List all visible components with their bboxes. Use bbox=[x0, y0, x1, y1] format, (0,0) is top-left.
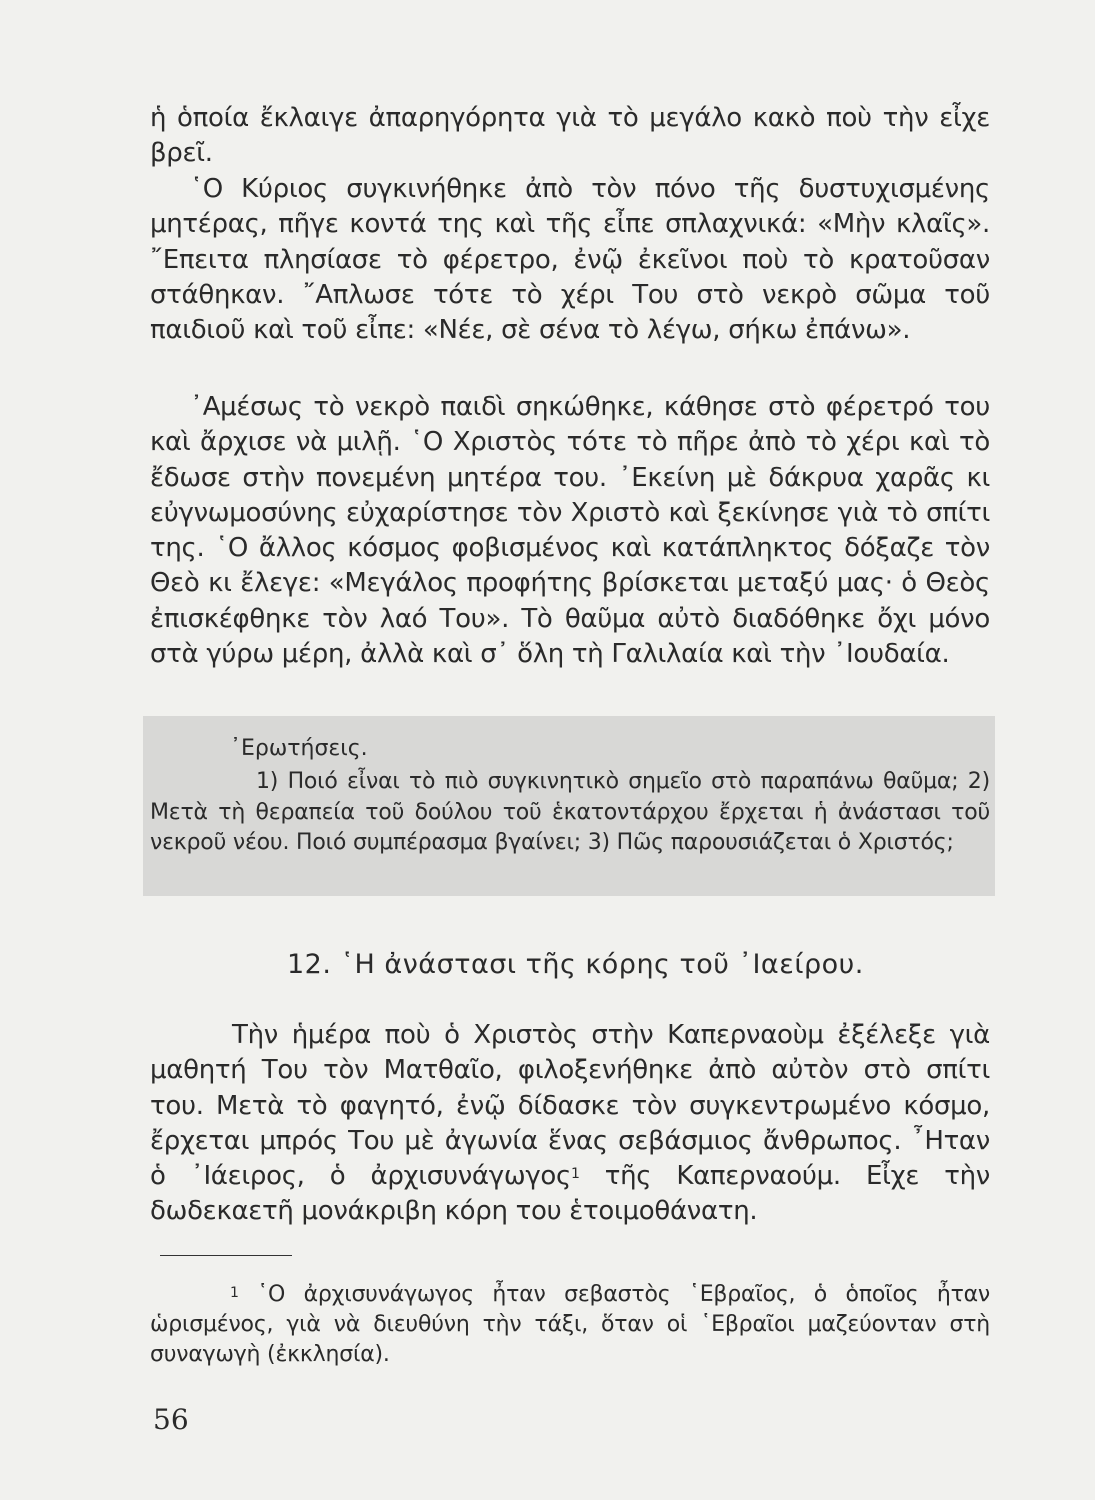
page-number: 56 bbox=[153, 1403, 189, 1436]
footnote-reference: 1 bbox=[570, 1166, 580, 1183]
paragraph-text: Τὴν ἡμέρα ποὺ ὁ Χριστὸς στὴν Καπερναοὺμ ἐξέλεξε γιὰ μαθητή Του τὸν Ματθαῖο, φιλοξενήθηκε ἀπὸ αὐτὸν στὸ σπίτι του. Μετὰ τὸ φαγητό, ἐνῷ δίδασκε τὸν συγκεντρωμένο κόσμο, ἔρχεται μπρός Του μὲ ἀγωνία ἕνας σεβάσμιος ἄνθρωπος. ῏Ηταν ὁ ᾿Ιάειρος, ὁ ἀρχισυνάγωγος bbox=[150, 1020, 990, 1192]
footnote-divider bbox=[160, 1255, 292, 1256]
paragraph-jairus bbox=[150, 1018, 990, 1230]
footnote bbox=[150, 1280, 990, 1370]
questions-title: ᾿Ερωτήσεις. bbox=[230, 736, 368, 761]
paragraph-boy-rises bbox=[150, 390, 990, 672]
paragraph-lord-moved bbox=[150, 172, 990, 348]
paragraph-text-end: τῆς Καπερναούμ. Εἶχε τὴν δωδεκαετῆ μονάκριβη κόρη του ἑτοιμοθάνατη. bbox=[150, 1161, 990, 1227]
section-heading: 12. ῾Η ἀνάστασι τῆς κόρης τοῦ ᾿Ιαείρου. bbox=[287, 949, 864, 980]
paragraph-continuation bbox=[150, 101, 990, 172]
paragraph-text: ἡ ὁποία ἔκλαιγε ἀπαρηγόρητα γιὰ τὸ μεγάλο κακὸ ποὺ τὴν εἶχε βρεῖ. bbox=[150, 103, 990, 169]
paragraph-text: ᾿Αμέσως τὸ νεκρὸ παιδὶ σηκώθηκε, κάθησε στὸ φέρετρό του καὶ ἄρχισε νὰ μιλῇ. ῾Ο Χριστὸς τότε τὸ πῆρε ἀπὸ τὸ χέρι καὶ τὸ ἔδωσε στὴν πονεμένη μητέρα του. ᾿Εκείνη μὲ δάκρυα χαρᾶς κι εὐγνωμοσύνης εὐχαρίστησε τὸν Χριστὸ καὶ ξεκίνησε γιὰ τὸ σπίτι της. ῾Ο ἄλλος κόσμος φοβισμένος καὶ κατάπληκτος δόξαζε τὸν Θεὸ κι ἔλεγε: «Μεγάλος προφήτης βρίσκεται μεταξύ μας· ὁ Θεὸς ἐπισκέφθηκε τὸν λαό Του». Τὸ θαῦμα αὐτὸ διαδόθηκε ὄχι μόνο στὰ γύρω μέρη, ἀλλὰ καὶ σ᾿ ὅλη τὴ Γαλιλαία καὶ τὴν ᾿Ιουδαία. bbox=[150, 392, 990, 670]
paragraph-text: ῾Ο Κύριος συγκινήθηκε ἀπὸ τὸν πόνο τῆς δυστυχισμένης μητέρας, πῆγε κοντά της καὶ τῆς εἶπε σπλαχνικά: «Μὴν κλαῖς». ῎Επειτα πλησίασε τὸ φέρετρο, ἐνῷ ἐκεῖνοι ποὺ τὸ κρατοῦσαν στάθηκαν. ῎Απλωσε τότε τὸ χέρι Του στὸ νεκρὸ σῶμα τοῦ παιδιοῦ καὶ τοῦ εἶπε: «Νέε, σὲ σένα τὸ λέγω, σήκω ἐπάνω». bbox=[150, 174, 990, 346]
questions-text: 1) Ποιό εἶναι τὸ πιὸ συγκινητικὸ σημεῖο στὸ παραπάνω θαῦμα; 2) Μετὰ τὴ θεραπεία τοῦ δούλου τοῦ ἑκατοντάρχου ἔρχεται ἡ ἀνάστασι τοῦ νεκροῦ νέου. Ποιό συμπέρασμα βγαίνει; 3) Πῶς παρουσιάζεται ὁ Χριστός; bbox=[150, 769, 990, 855]
questions-text-block bbox=[150, 767, 990, 859]
footnote-marker: 1 bbox=[230, 1285, 239, 1301]
footnote-text: ῾Ο ἀρχισυνάγωγος ἦταν σεβαστὸς ῾Εβραῖος, ὁ ὁποῖος ἦταν ὡρισμένος, γιὰ νὰ διευθύνη τὴν τάξι, ὅταν οἱ ῾Εβραῖοι μαζεύονταν στὴ συναγωγὴ (ἐκκλησία). bbox=[150, 1282, 990, 1367]
